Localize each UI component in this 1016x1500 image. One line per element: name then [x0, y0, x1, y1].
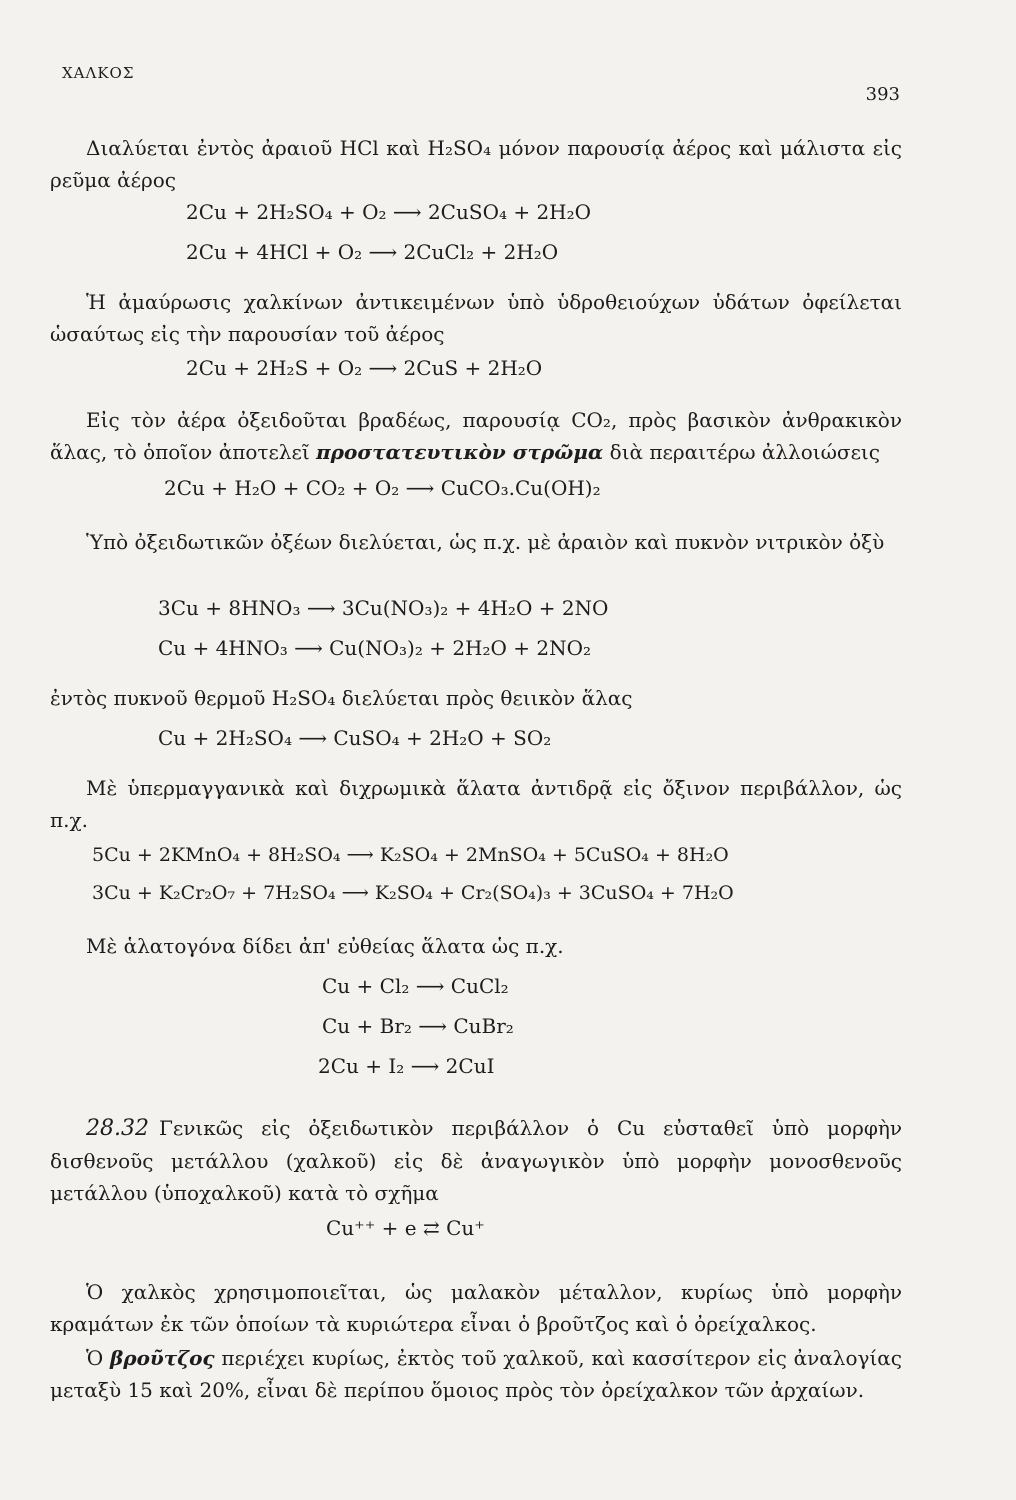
emphasis: προστατευτικὸν στρῶμα: [316, 440, 604, 464]
equation: Cu⁺⁺ + e ⇄ Cu⁺: [326, 1216, 485, 1240]
emphasis: βροῦτζος: [109, 1346, 215, 1370]
section-number: 28.32: [86, 1116, 149, 1141]
paragraph-text: Ὁ: [86, 1346, 104, 1370]
paragraph: Ἡ ἀμαύρωσις χαλκίνων ἀντικειμένων ὑπὸ ὑδροθειούχων ὑδάτων ὀφείλεται ὡσαύτως εἰς τὴν παρουσίαν τοῦ ἀέρος: [50, 290, 902, 346]
paragraph: ἐντὸς πυκνοῦ θερμοῦ H₂SO₄ διελύεται πρὸς θειικὸν ἅλας: [50, 686, 633, 710]
paragraph: Διαλύεται ἐντὸς ἀραιοῦ HCl καὶ H₂SO₄ μόνον παρουσίᾳ ἀέρος καὶ μάλιστα εἰς ρεῦμα ἀέρος: [50, 136, 902, 192]
paragraph: [50, 404, 902, 468]
paragraph-text: περιέχει κυρίως, ἐκτὸς τοῦ χαλκοῦ, καὶ κασσίτερον εἰς ἀναλογίας μεταξὺ 15 καὶ 20%, εἶναι δὲ περίπου ὅμοιος πρὸς τὸν ὀρείχαλκον τῶν ἀρχαίων.: [50, 1346, 903, 1402]
equation: 3Cu + 8HNO₃ ⟶ 3Cu(NO₃)₂ + 4H₂O + 2NO: [158, 596, 609, 620]
paragraph-text: διὰ περαιτέρω ἀλλοιώσεις: [609, 440, 880, 464]
equation: Cu + Cl₂ ⟶ CuCl₂: [322, 974, 509, 998]
paragraph: Ὑπὸ ὀξειδωτικῶν ὀξέων διελύεται, ὡς π.χ. μὲ ἀραιὸν καὶ πυκνὸν νιτρικὸν ὀξὺ: [86, 530, 885, 554]
equation: 2Cu + I₂ ⟶ 2CuI: [318, 1054, 495, 1078]
paragraph: Ὁ χαλκὸς χρησιμοποιεῖται, ὡς μαλακὸν μέταλλον, κυρίως ὑπὸ μορφὴν κραμάτων ἐκ τῶν ὁποίων τὰ κυριώτερα εἶναι ὁ βροῦτζος καὶ ὁ ὀρείχαλκος.: [50, 1280, 902, 1336]
paragraph: Μὲ ἁλατογόνα δίδει ἀπ' εὐθείας ἅλατα ὡς π.χ.: [86, 934, 564, 958]
equation: Cu + 4HNO₃ ⟶ Cu(NO₃)₂ + 2H₂O + 2NO₂: [158, 636, 592, 660]
paragraph-text: Εἰς τὸν ἀέρα ὀξειδοῦται βραδέως, παρουσίᾳ CO₂, πρὸς βασικὸν ἀνθρακικὸν ἅλας, τὸ ὁποῖον ἀποτελεῖ: [50, 408, 902, 464]
equation: Cu + Br₂ ⟶ CuBr₂: [322, 1014, 514, 1038]
paragraph-text: Γενικῶς εἰς ὀξειδωτικὸν περιβάλλον ὁ Cu εὐσταθεῖ ὑπὸ μορφὴν δισθενοῦς μετάλλου (χαλκοῦ) εἰς δὲ ἀναγωγικὸν ὑπὸ μορφὴν μονοσθενοῦς μετάλλου (ὑποχαλκοῦ) κατὰ τὸ σχῆμα: [50, 1116, 902, 1205]
equation: Cu + 2H₂SO₄ ⟶ CuSO₄ + 2H₂O + SO₂: [158, 726, 552, 750]
paragraph: Μὲ ὑπερμαγγανικὰ καὶ διχρωμικὰ ἅλατα ἀντιδρᾷ εἰς ὄξινον περιβάλλον, ὡς π.χ.: [50, 776, 902, 832]
equation: 3Cu + K₂Cr₂O₇ + 7H₂SO₄ ⟶ K₂SO₄ + Cr₂(SO₄)₃ + 3CuSO₄ + 7H₂O: [92, 882, 734, 904]
equation: 2Cu + 2H₂SO₄ + O₂ ⟶ 2CuSO₄ + 2H₂O: [186, 200, 592, 224]
running-title: ΧΑΛΚΟΣ: [62, 64, 135, 82]
equation: 2Cu + H₂O + CO₂ + O₂ ⟶ CuCO₃.Cu(OH)₂: [164, 476, 601, 500]
page-number: 393: [865, 84, 900, 105]
equation: 5Cu + 2KMnO₄ + 8H₂SO₄ ⟶ K₂SO₄ + 2MnSO₄ + 5CuSO₄ + 8H₂O: [92, 844, 729, 866]
equation: 2Cu + 2H₂S + O₂ ⟶ 2CuS + 2H₂O: [186, 356, 543, 380]
section-paragraph: [50, 1112, 902, 1209]
equation: 2Cu + 4HCl + O₂ ⟶ 2CuCl₂ + 2H₂O: [186, 240, 559, 264]
paragraph: [50, 1342, 902, 1406]
